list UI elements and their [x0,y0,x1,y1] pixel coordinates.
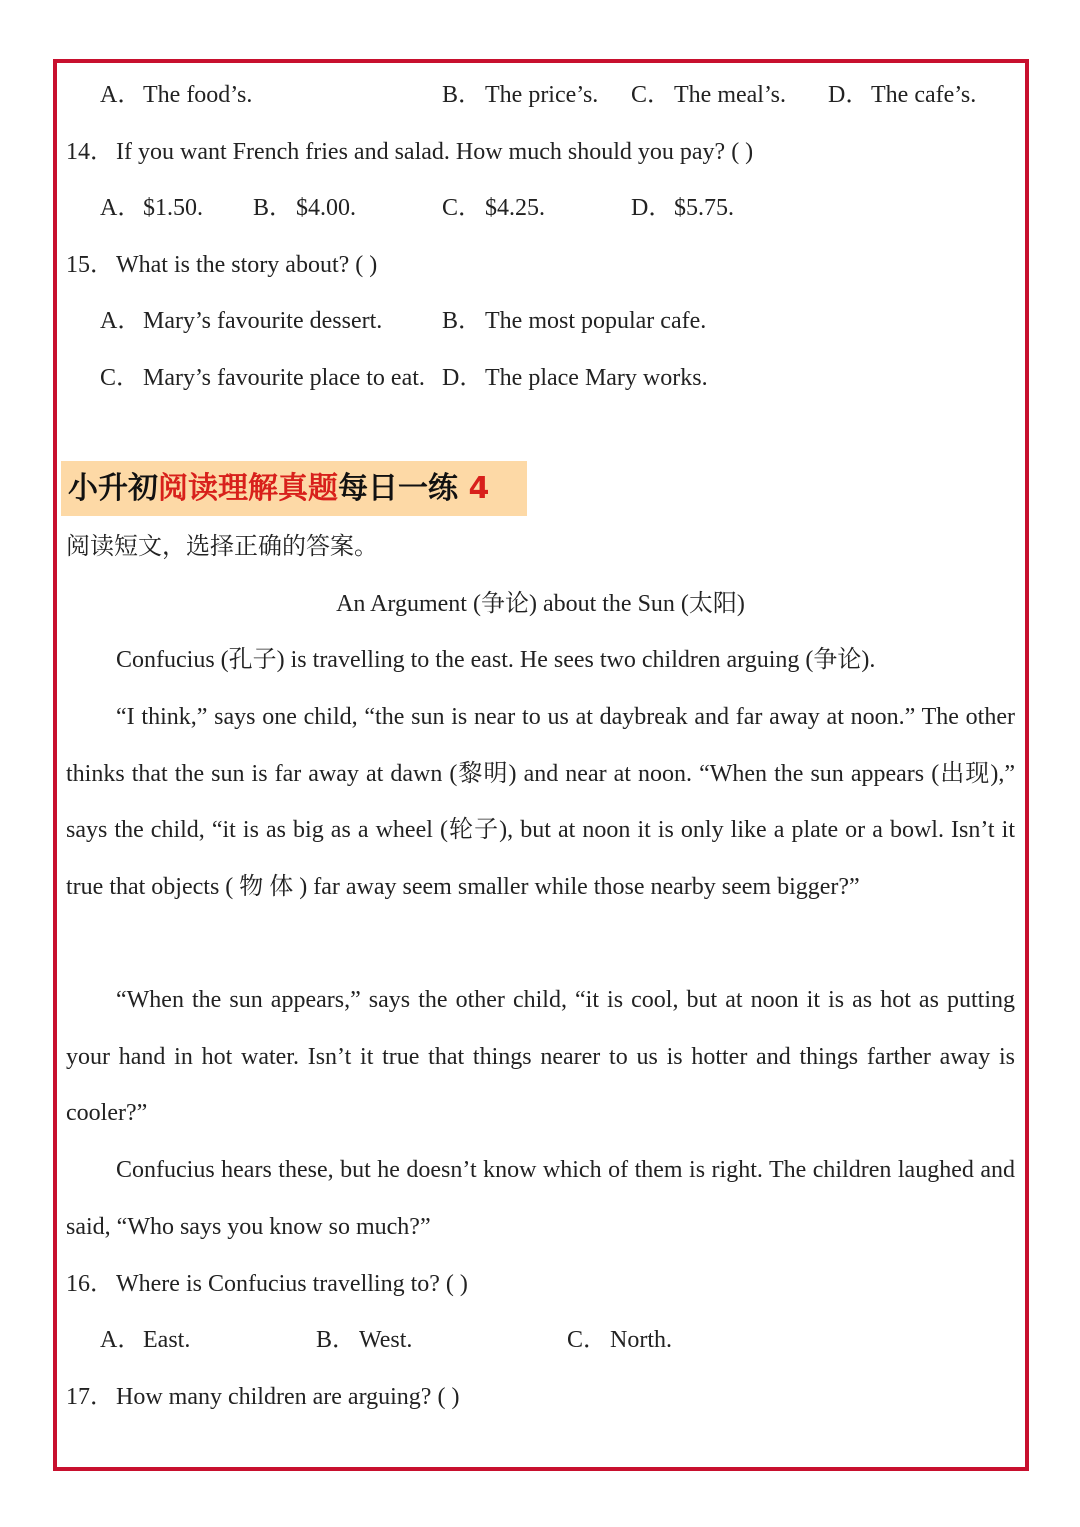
option-label: B． [442,308,483,334]
option-text: North. [610,1327,672,1353]
option-label: D． [631,195,673,221]
passage-paragraph-4: Confucius hears these, but he doesn’t know which of them is right. The children laughed and said, “Who says you know so much?” [66,1157,1015,1240]
q13-option-b[interactable] [442,79,598,111]
q13-option-c[interactable] [631,79,786,111]
q16-option-c[interactable] [567,1324,672,1356]
banner-text-prefix: 小升初 [68,471,158,506]
section-banner [61,461,527,516]
passage-paragraph-1: Confucius (孔子) is travelling to the east. He sees two children arguing (争论). [116,647,876,673]
option-text: The place Mary works. [485,365,708,391]
q16-option-a[interactable] [100,1324,190,1356]
question-text: If you want French fries and salad. How much should you pay? ( ) [116,139,754,165]
option-text: The food’s. [143,82,253,108]
option-label: A． [100,82,142,108]
option-text: Mary’s favourite dessert. [143,308,383,334]
option-text: East. [143,1327,191,1353]
question-number: 16． [66,1271,114,1297]
option-label: D． [442,365,484,391]
q15-question [66,249,377,281]
q13-option-d[interactable] [828,79,976,111]
q14-option-a[interactable] [100,192,203,224]
passage-paragraph-2: “I think,” says one child, “the sun is near to us at daybreak and far away at noon.” The other thinks that the sun is far away at dawn (黎明) and near at noon. “When the sun appears (出现),” says the child, “it is as big as a wheel (轮子), but at noon it is only like a plate or a bowl. Isn’t it true that objects ( 物 体 ) far away seem smaller while those nearby seem bigger?” [66,704,1015,901]
option-text: $1.50. [143,195,203,221]
option-label: B． [442,82,483,108]
option-label: C． [442,195,483,221]
option-label: D． [828,82,870,108]
banner-text-highlight: 阅读理解真题 [158,471,338,506]
option-text: $4.25. [485,195,545,221]
q16-question [66,1268,468,1300]
q15-option-d[interactable] [442,362,708,394]
option-text: The meal’s. [674,82,786,108]
option-text: $5.75. [674,195,734,221]
option-text: The cafe’s. [871,82,977,108]
option-label: C． [631,82,672,108]
q15-option-a[interactable] [100,305,382,337]
q17-question [66,1381,459,1413]
q14-option-d[interactable] [631,192,734,224]
question-number: 14． [66,139,114,165]
passage-title: An Argument (争论) about the Sun (太阳) [336,591,745,617]
banner-text-suffix: 每日一练 [338,471,469,506]
q14-option-c[interactable] [442,192,545,224]
option-label: B． [253,195,294,221]
question-text: Where is Confucius travelling to? ( ) [116,1271,468,1297]
question-number: 17． [66,1384,114,1410]
option-label: A． [100,195,142,221]
q15-option-c[interactable] [100,362,425,394]
option-text: West. [359,1327,413,1353]
option-label: A． [100,308,142,334]
option-text: The price’s. [485,82,599,108]
option-label: C． [567,1327,608,1353]
option-text: The most popular cafe. [485,308,707,334]
question-text: How many children are arguing? ( ) [116,1384,460,1410]
option-label: C． [100,365,141,391]
option-text: $4.00. [296,195,356,221]
option-text: Mary’s favourite place to eat. [143,365,425,391]
option-label: B． [316,1327,357,1353]
q16-option-b[interactable] [316,1324,412,1356]
q14-option-b[interactable] [253,192,356,224]
instruction-text: 阅读短文，选择正确的答案。 [66,534,378,560]
banner-number: 4 [468,471,490,506]
q14-question [66,136,753,168]
option-label: A． [100,1327,142,1353]
q15-option-b[interactable] [442,305,706,337]
q13-option-a[interactable] [100,79,252,111]
question-text: What is the story about? ( ) [116,252,378,278]
question-number: 15． [66,252,114,278]
passage-paragraph-3: “When the sun appears,” says the other child, “it is cool, but at noon it is as hot as putting your hand in hot water. Isn’t it true that things nearer to us is hotter and things farther away is cooler?” [66,987,1015,1127]
